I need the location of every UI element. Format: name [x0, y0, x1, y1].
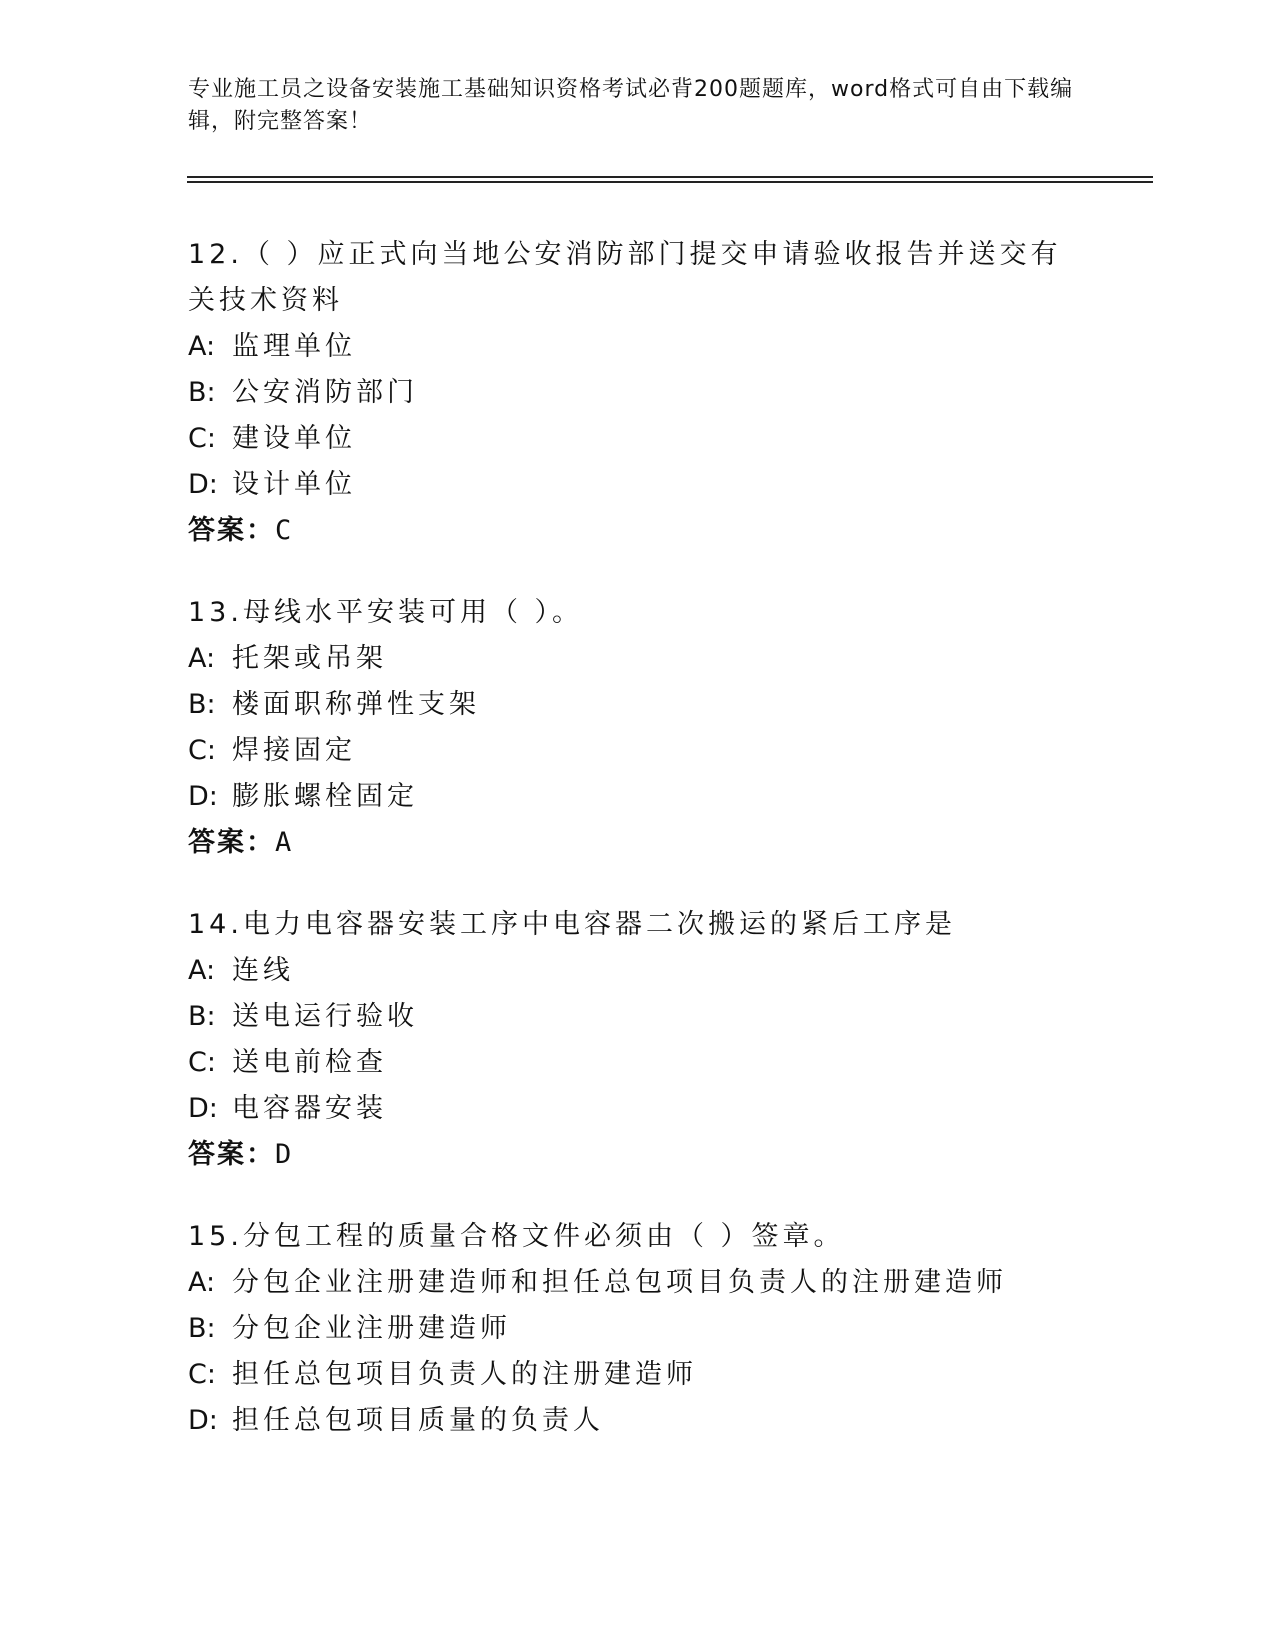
option-b: [188, 682, 1088, 728]
question-13: [188, 590, 1088, 866]
question-stem: 13.母线水平安装可用（ ）。: [188, 597, 584, 628]
answer-value: A: [275, 827, 292, 858]
option-text: 分包企业注册建造师: [232, 1313, 511, 1344]
answer-value: D: [275, 1139, 292, 1170]
option-text: 焊接固定: [232, 735, 356, 766]
answer: [188, 1132, 1088, 1178]
option-b: [188, 994, 1088, 1040]
option-text: 担任总包项目质量的负责人: [232, 1405, 604, 1436]
option-d: [188, 462, 1088, 508]
option-text: 公安消防部门: [232, 377, 418, 408]
option-a: [188, 1260, 1088, 1306]
question-14: [188, 902, 1088, 1178]
option-letter: B:: [188, 1313, 216, 1344]
option-text: 担任总包项目负责人的注册建造师: [232, 1359, 697, 1390]
answer: [188, 820, 1088, 866]
option-a: [188, 324, 1088, 370]
question-stem: 15.分包工程的质量合格文件必须由（ ）签章。: [188, 1221, 845, 1252]
option-c: [188, 1040, 1088, 1086]
option-letter: B:: [188, 377, 216, 408]
option-text: 设计单位: [232, 469, 356, 500]
option-text: 监理单位: [232, 331, 356, 362]
option-b: [188, 1306, 1088, 1352]
option-letter: C:: [188, 735, 216, 766]
answer: [188, 508, 1088, 554]
option-letter: D:: [188, 469, 218, 500]
header-divider-top: [187, 176, 1153, 178]
option-text: 送电运行验收: [232, 1001, 418, 1032]
option-a: [188, 948, 1088, 994]
option-text: 建设单位: [232, 423, 356, 454]
option-letter: D:: [188, 1405, 218, 1436]
option-letter: A:: [188, 643, 216, 674]
option-letter: A:: [188, 1267, 216, 1298]
option-letter: C:: [188, 423, 216, 454]
option-letter: C:: [188, 1047, 216, 1078]
option-c: [188, 416, 1088, 462]
answer-label: 答案：: [188, 827, 275, 858]
answer-label: 答案：: [188, 1139, 275, 1170]
option-letter: B:: [188, 1001, 216, 1032]
option-letter: A:: [188, 955, 216, 986]
question-stem: 12.（ ）应正式向当地公安消防部门提交申请验收报告并送交有关技术资料: [188, 239, 1062, 316]
option-letter: C:: [188, 1359, 216, 1390]
option-b: [188, 370, 1088, 416]
question-12: [188, 232, 1088, 554]
option-text: 托架或吊架: [232, 643, 387, 674]
option-text: 连线: [232, 955, 294, 986]
option-d: [188, 1398, 1088, 1444]
document-header: 专业施工员之设备安装施工基础知识资格考试必背200题题库，word格式可自由下载编辑，附完整答案！: [188, 77, 1074, 134]
option-letter: A:: [188, 331, 216, 362]
answer-label: 答案：: [188, 515, 275, 546]
option-d: [188, 1086, 1088, 1132]
option-a: [188, 636, 1088, 682]
option-letter: D:: [188, 781, 218, 812]
option-text: 送电前检查: [232, 1047, 387, 1078]
option-letter: B:: [188, 689, 216, 720]
question-stem: 14.电力电容器安装工序中电容器二次搬运的紧后工序是: [188, 909, 956, 940]
option-letter: D:: [188, 1093, 218, 1124]
option-text: 分包企业注册建造师和担任总包项目负责人的注册建造师: [232, 1267, 1007, 1298]
option-c: [188, 1352, 1088, 1398]
header-divider-bottom: [187, 181, 1153, 183]
option-text: 楼面职称弹性支架: [232, 689, 480, 720]
option-c: [188, 728, 1088, 774]
answer-value: C: [275, 515, 292, 546]
option-d: [188, 774, 1088, 820]
question-list: [188, 232, 1088, 1480]
question-15: [188, 1214, 1088, 1444]
option-text: 膨胀螺栓固定: [232, 781, 418, 812]
option-text: 电容器安装: [232, 1093, 387, 1124]
